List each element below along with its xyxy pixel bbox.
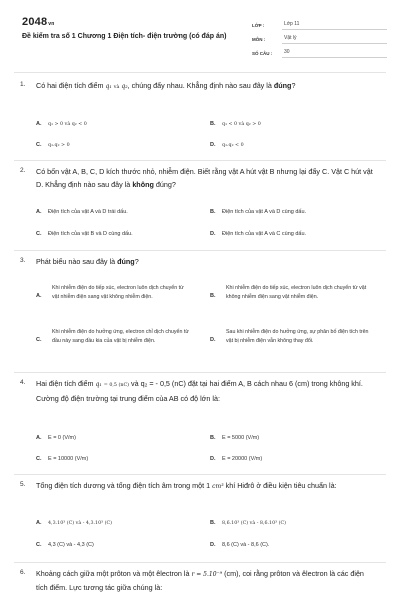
- info-row-subject: [252, 30, 387, 44]
- question-1: [20, 80, 385, 158]
- question-6: [20, 568, 385, 600]
- math-value: r = 5.10⁻⁹: [191, 571, 223, 578]
- info-value: Lớp 11: [282, 21, 387, 30]
- stem-text: Tổng điện tích dương và tổng điện tích âm trong một 1: [36, 481, 211, 490]
- question-stem: [36, 568, 376, 594]
- stem-text: Có bốn vật A, B, C, D kích thước nhỏ, nhiễm điện. Biết rằng vật A hút vật B nhưng lại đẩy C. Vật C hút vật D. Khẳng định nào sau đây là: [36, 167, 373, 189]
- divider: [14, 160, 386, 161]
- option-a[interactable]: [36, 434, 76, 443]
- option-text: Điện tích của vật A và D cùng dấu.: [222, 209, 307, 215]
- info-label: SỐ CÂU :: [252, 51, 273, 56]
- stem-text: ?: [134, 257, 139, 266]
- option-a[interactable]: [36, 208, 128, 217]
- option-text: q₁.q₂ < 0: [222, 143, 244, 148]
- option-text: E = 5000 (V/m): [222, 435, 260, 441]
- math-value: = 0,5 (nC): [103, 383, 129, 388]
- option-a[interactable]: [36, 120, 87, 130]
- math-q2: q₂: [121, 83, 128, 90]
- info-label: MÔN :: [252, 37, 266, 42]
- option-text: q₁ < 0 và q₂ > 0: [222, 122, 261, 127]
- question-stem: [36, 80, 376, 95]
- question-number: 1.: [20, 81, 26, 88]
- option-letter: C.: [36, 231, 42, 237]
- option-text: q₁.q₂ > 0: [48, 143, 70, 148]
- option-text: 4,3 (C) và - 4,3 (C): [48, 542, 94, 548]
- option-text: Điện tích của vật A và D trái dấu.: [48, 209, 128, 215]
- question-number: 6.: [20, 569, 26, 576]
- option-letter: A.: [36, 520, 42, 526]
- option-d[interactable]: [210, 141, 244, 151]
- option-b[interactable]: [210, 519, 286, 529]
- exam-info: [252, 16, 387, 58]
- option-letter: A.: [36, 209, 42, 215]
- option-c[interactable]: [36, 455, 88, 464]
- option-d[interactable]: [210, 455, 262, 464]
- option-text: E = 20000 (V/m): [222, 456, 263, 462]
- question-5: [20, 480, 385, 560]
- divider: [14, 562, 386, 563]
- exam-title: Đề kiểm tra số 1 Chương 1 Điện tích- điện trường (có đáp án): [22, 33, 227, 40]
- stem-text: Khoảng cách giữa một prôton và một êlectron là: [36, 569, 190, 578]
- question-stem: [36, 256, 376, 269]
- option-text: Khi nhiễm điện do tiếp xúc, electron luôn dịch chuyển từ vật nhiễm điện sang vật không nhiễm điện.: [52, 285, 184, 300]
- info-row-count: [252, 44, 387, 58]
- question-2: [20, 166, 385, 244]
- divider: [14, 372, 386, 373]
- question-number: 3.: [20, 257, 26, 264]
- option-letter: C.: [36, 542, 42, 548]
- question-number: 2.: [20, 167, 26, 174]
- question-number: 5.: [20, 481, 26, 488]
- option-d[interactable]: [210, 541, 269, 550]
- stem-text: , chúng đẩy nhau. Khẳng định nào sau đây là: [127, 81, 272, 90]
- option-a[interactable]: [36, 519, 112, 529]
- option-letter: C.: [36, 337, 42, 343]
- stem-text: (cm), coi rằng prôton và êlectron là các điện tích điểm. Lực tương tác giữa chúng là:: [36, 569, 364, 592]
- question-number: 4.: [20, 379, 26, 386]
- question-stem: [36, 166, 376, 191]
- question-stem: [36, 378, 376, 405]
- stem-text: khí Hiđrô ở điều kiện tiêu chuẩn là:: [225, 481, 337, 490]
- math-q1: q₁: [105, 83, 112, 90]
- stem-text: Hai điện tích điểm: [36, 379, 94, 388]
- question-4: [20, 378, 385, 472]
- option-letter: D.: [210, 542, 216, 548]
- math-and: và: [113, 85, 120, 90]
- option-letter: D.: [210, 231, 216, 237]
- math-unit: cm³: [212, 483, 224, 490]
- option-text: Điện tích của vật A và C cùng dấu.: [222, 231, 307, 237]
- stem-text: đúng?: [155, 179, 176, 189]
- option-text: q₁ > 0 và q₂ < 0: [48, 122, 87, 127]
- info-row-class: [252, 16, 387, 30]
- stem-text: ?: [291, 81, 296, 90]
- option-text: 4,3.10³ (C) và - 4,3.10³ (C): [48, 521, 113, 526]
- info-label: LỚP :: [252, 23, 265, 28]
- question-stem: [36, 480, 376, 494]
- site-logo[interactable]: [22, 16, 55, 28]
- option-letter: B.: [210, 435, 216, 441]
- stem-emphasis: đúng: [117, 257, 135, 266]
- option-c[interactable]: [36, 141, 70, 151]
- option-letter: A.: [36, 435, 42, 441]
- info-value: Vật lý: [282, 35, 387, 44]
- math-q1: q₁: [95, 381, 102, 388]
- logo-text: 2048: [22, 16, 48, 28]
- option-text: Khi nhiễm điện do tiếp xúc, electron luôn dịch chuyển từ vật không nhiễm điện sang vật nhiễm điện.: [226, 285, 367, 300]
- option-b[interactable]: [210, 120, 261, 130]
- option-letter: D.: [210, 142, 216, 148]
- divider: [14, 250, 386, 251]
- option-text: 8,6 (C) và - 8,6 (C).: [222, 542, 270, 548]
- option-text: E = 0 (V/m): [48, 435, 76, 441]
- option-letter: D.: [210, 337, 216, 343]
- exam-header: [22, 14, 382, 64]
- option-letter: C.: [36, 456, 42, 462]
- option-text: E = 10000 (V/m): [48, 456, 89, 462]
- option-d[interactable]: [210, 230, 306, 239]
- option-text: Khi nhiễm điện do hưởng ứng, electron chỉ dịch chuyển từ đầu này sang đầu kia của vật bị nhiễm điện.: [52, 329, 189, 344]
- option-c[interactable]: [36, 230, 133, 239]
- option-letter: B.: [210, 121, 216, 127]
- stem-emphasis: không: [132, 179, 154, 189]
- option-letter: D.: [210, 456, 216, 462]
- divider: [14, 72, 386, 73]
- option-c[interactable]: [36, 541, 94, 550]
- question-3: [20, 256, 385, 372]
- stem-emphasis: đúng: [273, 81, 292, 90]
- option-letter: B.: [210, 293, 216, 299]
- stem-text: Có hai điện tích điểm: [36, 81, 104, 90]
- divider: [14, 474, 386, 475]
- logo-suffix: vn: [48, 21, 55, 27]
- option-b[interactable]: [210, 208, 306, 217]
- option-letter: B.: [210, 209, 216, 215]
- option-letter: B.: [210, 520, 216, 526]
- option-b[interactable]: [210, 434, 259, 443]
- info-value: 30: [282, 49, 387, 58]
- option-letter: A.: [36, 293, 42, 299]
- option-text: 8,6.10³ (C) và - 8,6.10³ (C): [222, 521, 287, 526]
- option-letter: C.: [36, 142, 42, 148]
- option-text: Điện tích của vật B và D cùng dấu.: [48, 231, 133, 237]
- option-text: Sau khi nhiễm điện do hưởng ứng, sự phân bố điện tích trên vật bị nhiễm điện vẫn không thay đổi.: [226, 329, 369, 344]
- stem-text: Phát biểu nào sau đây là: [36, 257, 116, 266]
- option-letter: A.: [36, 121, 42, 127]
- stem-text: và q₂ = - 0,5 (nC) đặt tại hai điểm A, B cách nhau 6 (cm) trong không khí. Cường độ điện trường tại trung điểm của AB có độ lớn là:: [36, 379, 363, 403]
